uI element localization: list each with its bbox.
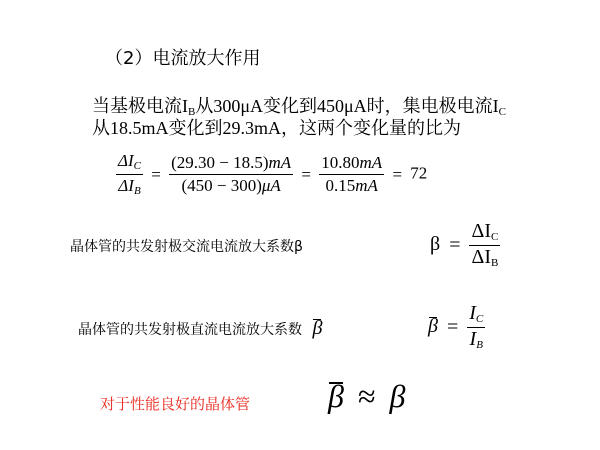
subscript: B	[476, 339, 483, 351]
text: 从300μA变化到450μA时，集电极电流I	[195, 96, 499, 116]
subscript: B	[133, 185, 141, 197]
ac-gain-label: 晶体管的共发射极交流电流放大系数β	[70, 239, 303, 255]
subscript: C	[475, 313, 484, 325]
equals-sign: =	[449, 234, 461, 256]
numerator: 10.80	[321, 153, 360, 172]
result-value: 72	[410, 163, 428, 183]
subscript: C	[133, 160, 141, 172]
fraction-substitution	[169, 152, 293, 197]
dc-gain-fraction	[467, 302, 485, 353]
numerator: I	[469, 302, 476, 324]
beta-symbol: β	[430, 233, 441, 256]
denominator: ΔI	[471, 246, 491, 268]
subscript: C	[498, 106, 506, 118]
denominator: ΔI	[118, 176, 134, 195]
denominator: 0.15	[325, 176, 356, 195]
equals-sign: =	[301, 164, 312, 184]
equals-sign: =	[392, 164, 403, 184]
ac-gain-fraction	[469, 220, 500, 271]
fraction-simplified	[319, 152, 384, 197]
unit: mA	[268, 153, 292, 172]
numerator: ΔI	[471, 220, 491, 242]
denominator: I	[469, 328, 477, 350]
dc-gain-label-text: 晶体管的共发射极直流电流放大系数	[78, 322, 302, 338]
dc-gain-formula	[428, 302, 485, 353]
beta-symbol: β	[389, 378, 406, 414]
unit: μA	[261, 176, 281, 195]
approximation-formula	[328, 378, 405, 415]
paragraph-line-2: 从18.5mA变化到29.3mA，这两个变化量的比为	[92, 118, 461, 138]
text: 当基极电流I	[92, 96, 188, 116]
ratio-calculation	[116, 150, 427, 199]
approx-symbol: ≈	[357, 378, 376, 414]
beta-bar-symbol: β	[312, 317, 323, 339]
unit: mA	[355, 176, 378, 195]
subscript: B	[188, 106, 196, 118]
numerator: (29.30 − 18.5)	[171, 153, 269, 172]
fraction-delta-ratio	[116, 150, 143, 199]
ac-gain-formula	[430, 220, 500, 271]
subscript: C	[491, 231, 499, 243]
numerator: ΔI	[118, 151, 134, 170]
denominator: (450 − 300)	[181, 176, 262, 195]
dc-gain-label	[78, 317, 322, 340]
section-title: （2）电流放大作用	[105, 48, 261, 69]
unit: mA	[359, 153, 383, 172]
beta-bar-symbol: β	[428, 315, 438, 338]
equals-sign: =	[151, 164, 161, 184]
note-text: 对于性能良好的晶体管	[100, 395, 251, 413]
subscript: B	[491, 257, 499, 269]
beta-bar-symbol: β	[328, 378, 344, 414]
equals-sign: =	[446, 316, 459, 338]
